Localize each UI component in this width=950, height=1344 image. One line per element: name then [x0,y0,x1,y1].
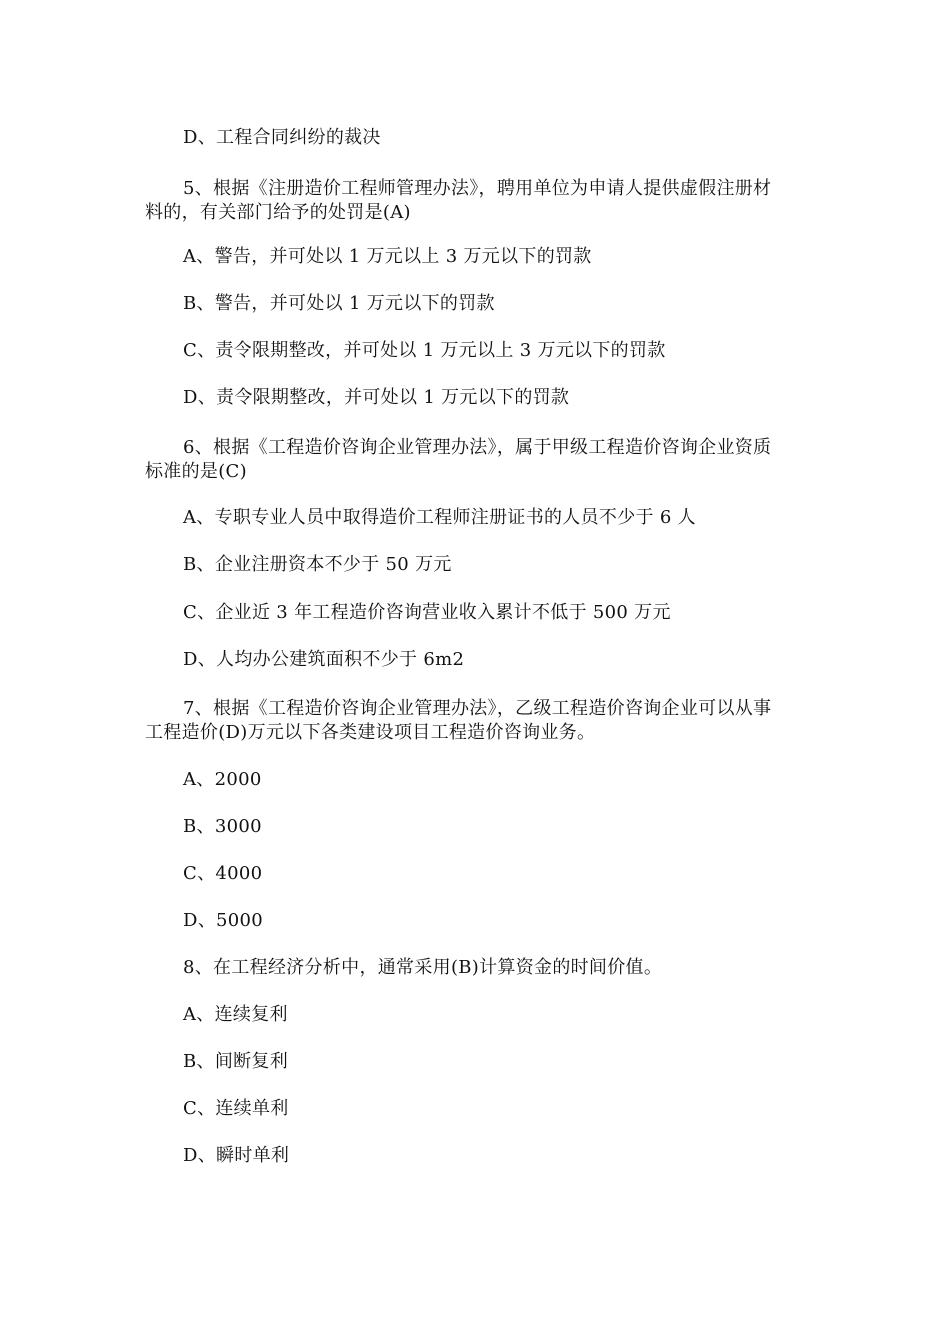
option-c-q5: C、责令限期整改，并可处以 1 万元以上 3 万元以下的罚款 [183,340,666,361]
question-6-stem-cont: 标准的是(C) [145,461,247,482]
option-a-q6: A、专职专业人员中取得造价工程师注册证书的人员不少于 6 人 [183,507,696,528]
option-b-q7: B、3000 [183,816,262,837]
question-8-stem: 8、在工程经济分析中，通常采用(B)计算资金的时间价值。 [183,957,663,978]
option-c-q8: C、连续单利 [183,1098,289,1119]
question-6-stem: 6、根据《工程造价咨询企业管理办法》，属于甲级工程造价咨询企业资质 [183,437,772,458]
option-b-q8: B、间断复利 [183,1051,289,1072]
option-b-q6: B、企业注册资本不少于 50 万元 [183,554,452,575]
option-d-q7: D、5000 [183,910,264,931]
option-b-q5: B、警告，并可处以 1 万元以下的罚款 [183,293,495,314]
option-a-q8: A、连续复利 [183,1004,288,1025]
option-c-q6: C、企业近 3 年工程造价咨询营业收入累计不低于 500 万元 [183,602,671,623]
question-7-stem-cont: 工程造价(D)万元以下各类建设项目工程造价咨询业务。 [145,722,596,743]
option-a-q7: A、2000 [183,769,262,790]
question-7-stem: 7、根据《工程造价咨询企业管理办法》，乙级工程造价咨询企业可以从事 [183,698,772,719]
option-c-q7: C、4000 [183,863,263,884]
option-d-q6: D、人均办公建筑面积不少于 6m2 [183,649,465,670]
option-d-q4: D、工程合同纠纷的裁决 [183,127,381,148]
option-a-q5: A、警告，并可处以 1 万元以上 3 万元以下的罚款 [183,246,592,267]
question-5-stem: 5、根据《注册造价工程师管理办法》，聘用单位为申请人提供虚假注册材 [183,178,772,199]
question-5-stem-cont: 料的，有关部门给予的处罚是(A) [145,202,411,223]
option-d-q5: D、责令限期整改，并可处以 1 万元以下的罚款 [183,387,570,408]
option-d-q8: D、瞬时单利 [183,1145,290,1166]
